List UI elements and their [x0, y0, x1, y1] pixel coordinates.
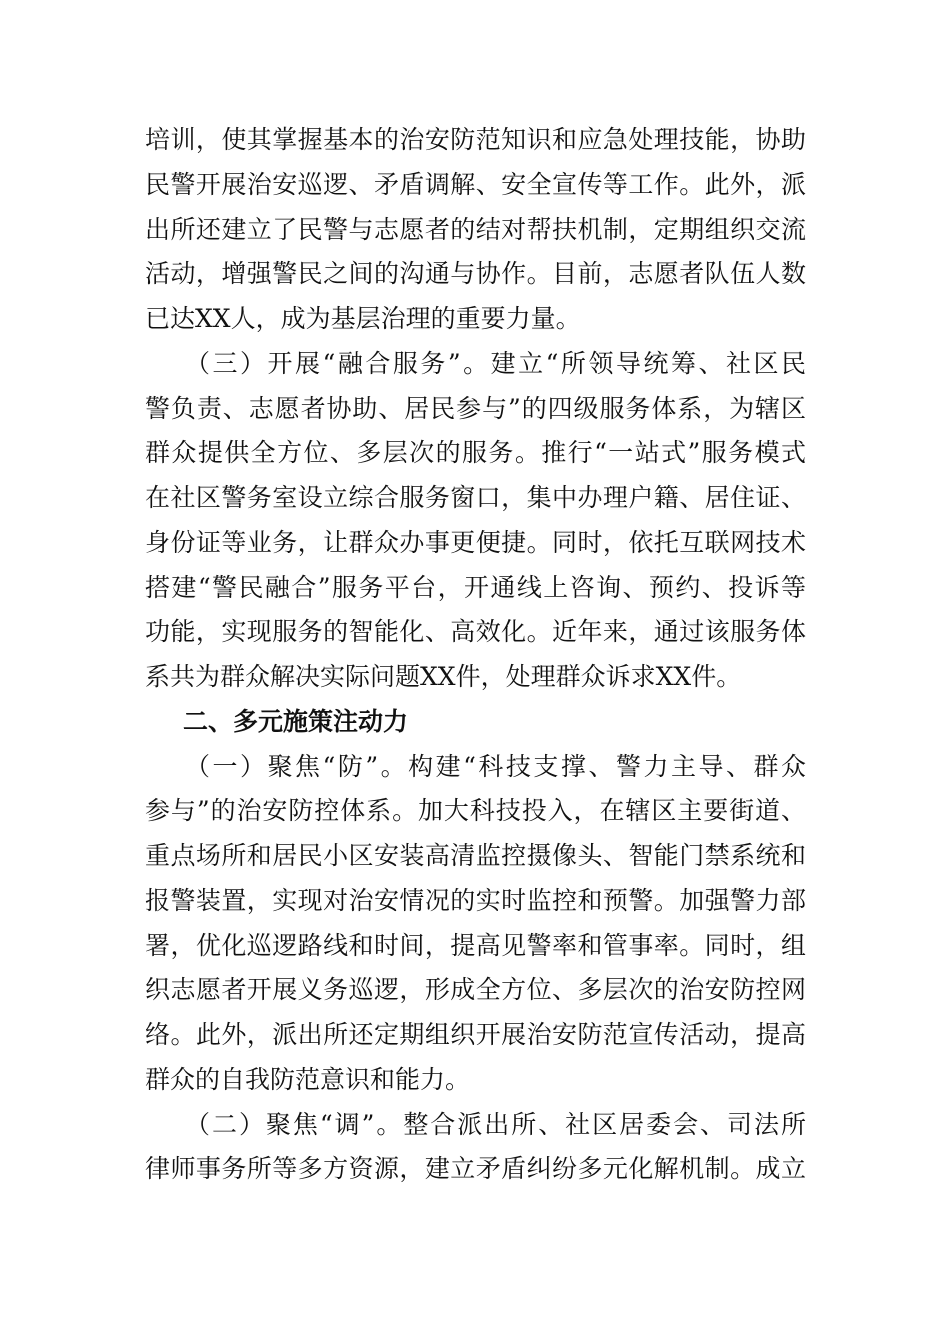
text-line: 在社区警务室设立综合服务窗口，集中办理户籍、居住证、	[145, 483, 806, 512]
text-line: （二）聚焦“调”。整合派出所、社区居委会、司法所	[185, 1109, 806, 1139]
text-line: 已达XX人，成为基层治理的重要力量。	[145, 304, 581, 333]
text-line: 络。此外，派出所还定期组织开展治安防范宣传活动，提高	[145, 1020, 806, 1049]
text-line: 织志愿者开展义务巡逻，形成全方位、多层次的治安防控网	[145, 975, 806, 1005]
text-line: 搭建“警民融合”服务平台，开通线上咨询、预约、投诉等	[145, 572, 806, 602]
text-line: 民警开展治安巡逻、矛盾调解、安全宣传等工作。此外，派	[145, 169, 806, 199]
text-line: 报警装置，实现对治安情况的实时监控和预警。加强警力部	[145, 885, 806, 915]
document-page	[145, 118, 806, 1192]
paragraph	[145, 118, 806, 342]
heading-text: 二、多元施策注动力	[183, 706, 409, 736]
text-line: 出所还建立了民警与志愿者的结对帮扶机制，定期组织交流	[145, 214, 806, 244]
paragraph	[145, 342, 806, 700]
text-line: （一）聚焦“防”。构建“科技支撑、警力主导、群众	[185, 751, 806, 781]
text-line: 警负责、志愿者协助、居民参与”的四级服务体系，为辖区	[145, 393, 806, 423]
text-line: 群众的自我防范意识和能力。	[145, 1064, 471, 1094]
text-line: 律师事务所等多方资源，建立矛盾纠纷多元化解机制。成立	[145, 1154, 806, 1184]
paragraph	[145, 745, 806, 1103]
text-line: 身份证等业务，让群众办事更便捷。同时，依托互联网技术	[145, 527, 806, 557]
text-line: 活动，增强警民之间的沟通与协作。目前，志愿者队伍人数	[145, 259, 806, 289]
text-line: 重点场所和居民小区安装高清监控摄像头、智能门禁系统和	[145, 841, 806, 870]
text-line: （三）开展“融合服务”。建立“所领导统筹、社区民	[185, 348, 806, 378]
section-heading	[145, 700, 806, 745]
text-line: 系共为群众解决实际问题XX件，处理群众诉求XX件。	[145, 662, 742, 691]
text-line: 群众提供全方位、多层次的服务。推行“一站式”服务模式	[145, 438, 806, 468]
paragraph	[145, 1103, 806, 1193]
text-line: 参与”的治安防控体系。加大科技投入，在辖区主要街道、	[145, 796, 806, 826]
text-line: 功能，实现服务的智能化、高效化。近年来，通过该服务体	[145, 617, 806, 647]
text-line: 署，优化巡逻路线和时间，提高见警率和管事率。同时，组	[145, 930, 806, 960]
text-line: 培训，使其掌握基本的治安防范知识和应急处理技能，协助	[145, 125, 806, 154]
